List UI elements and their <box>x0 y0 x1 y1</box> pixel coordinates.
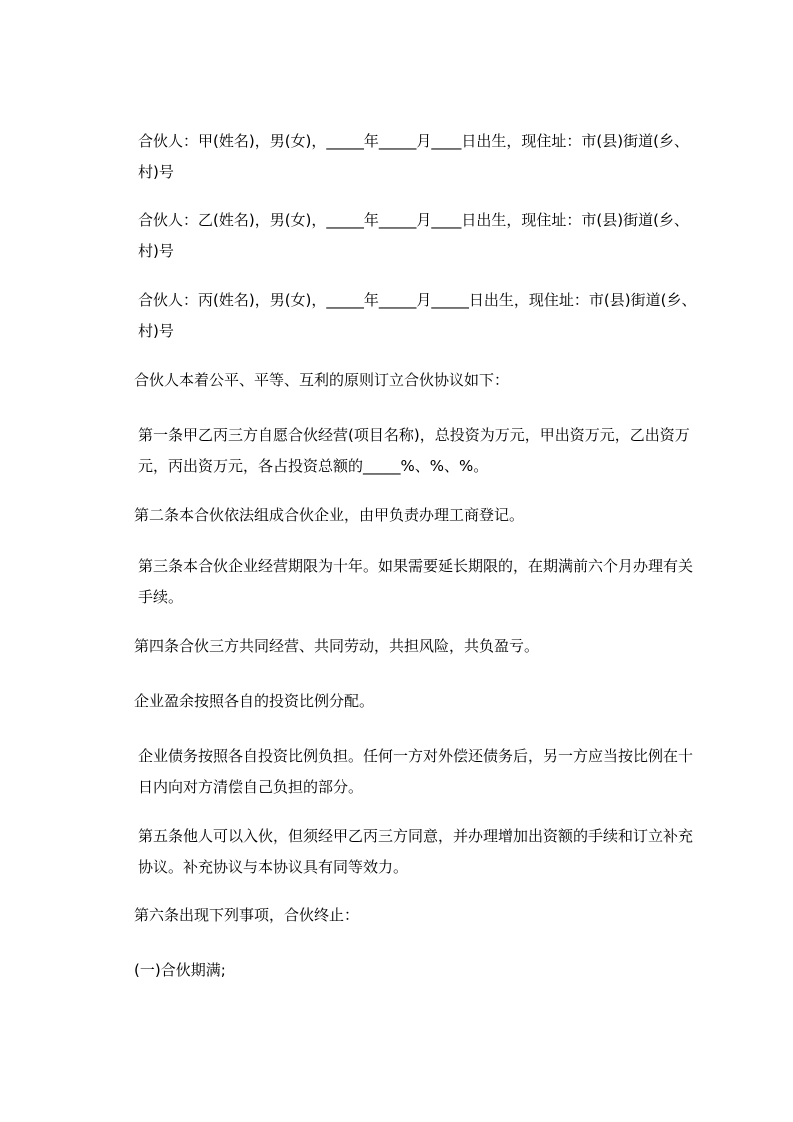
agreement-intro-paragraph: 合伙人本着公平、平等、互利的原则订立合伙协议如下： <box>134 371 510 389</box>
profit-distribution-paragraph: 企业盈余按照各自的投资比例分配。 <box>134 692 375 710</box>
article-2-paragraph: 第二条本合伙依法组成合伙企业，由甲负责办理工商登记。 <box>134 506 525 524</box>
article-5-paragraph: 第五条他人可以入伙，但须经甲乙丙三方同意，并办理增加出资额的手续和订立补充协议。补充协议与本协议具有同等效力。 <box>138 827 694 876</box>
termination-item-1: (一)合伙期满; <box>134 961 226 979</box>
partner-b-paragraph: 合伙人：乙(姓名)，男(女)，_____年_____月____日出生，现住址：市(县)街道(乡、村)号 <box>138 211 689 260</box>
article-3-paragraph: 第三条本合伙企业经营期限为十年。如果需要延长期限的，在期满前六个月办理有关手续。 <box>138 557 694 606</box>
article-1-paragraph: 第一条甲乙丙三方自愿合伙经营(项目名称)，总投资为万元，甲出资万元，乙出资万元，丙出资万元，各占投资总额的_____%、%、%。 <box>138 426 690 475</box>
debt-paragraph: 企业债务按照各自投资比例负担。任何一方对外偿还债务后，另一方应当按比例在十日内向对方清偿自己负担的部分。 <box>138 747 694 796</box>
partner-a-paragraph: 合伙人：甲(姓名)，男(女)，_____年_____月____日出生，现住址：市(县)街道(乡、村)号 <box>138 132 689 181</box>
partner-c-paragraph: 合伙人：丙(姓名)，男(女)，_____年_____月_____日出生，现住址：市(县)街道(乡、村)号 <box>138 291 697 340</box>
article-4-paragraph: 第四条合伙三方共同经营、共同劳动，共担风险，共负盈亏。 <box>134 637 540 655</box>
article-6-paragraph: 第六条出现下列事项，合伙终止： <box>134 906 360 924</box>
